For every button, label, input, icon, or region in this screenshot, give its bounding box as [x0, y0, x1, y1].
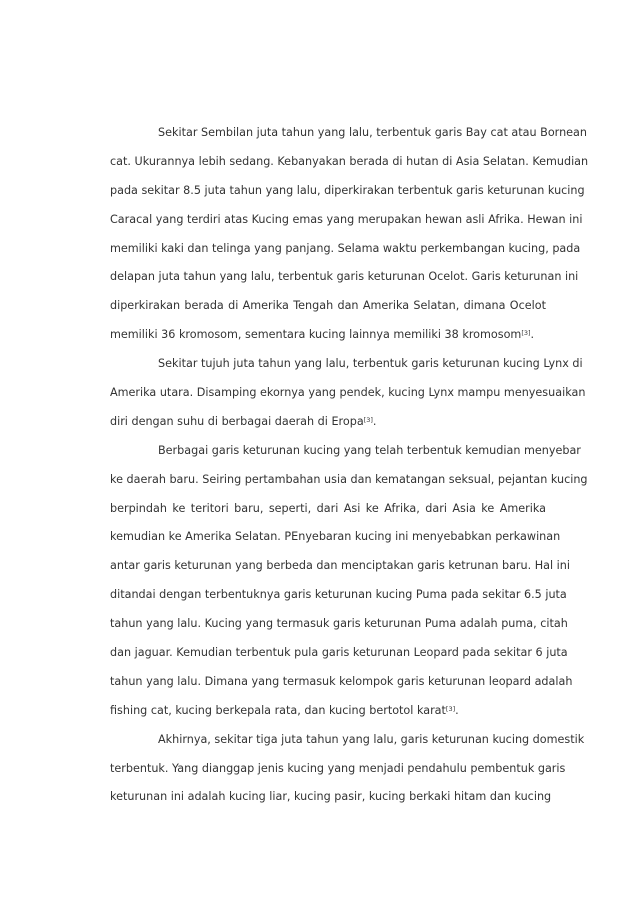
line-text: diri dengan suhu di berbagai daerah di Eropa — [110, 414, 364, 428]
text-line: Amerika utara. Disamping ekornya yang pendek, kucing Lynx mampu menyesuaikan — [110, 386, 586, 400]
text-line — [110, 697, 546, 726]
text-line: delapan juta tahun yang lalu, terbentuk garis keturunan Ocelot. Garis keturunan ini — [110, 270, 579, 284]
text-line: Sekitar Sembilan juta tahun yang lalu, terbentuk garis Bay cat atau Bornean — [158, 126, 587, 139]
text-line: dan jaguar. Kemudian terbentuk pula garis keturunan Leopard pada sekitar 6 juta — [110, 646, 568, 660]
text-line: tahun yang lalu. Kucing yang termasuk garis keturunan Puma adalah puma, citah — [110, 617, 568, 631]
text-line: pada sekitar 8.5 juta tahun yang lalu, diperkirakan terbentuk garis keturunan kucing — [110, 183, 585, 197]
text-line: kemudian ke Amerika Selatan. PEnyebaran kucing ini menyebabkan perkawinan — [110, 530, 561, 544]
text-line: Sekitar tujuh juta tahun yang lalu, terbentuk garis keturunan kucing Lynx di — [158, 357, 583, 371]
text-line: Akhirnya, sekitar tiga juta tahun yang lalu, garis keturunan kucing domestik — [158, 732, 585, 746]
line-text: memiliki 36 kromosom, sementara kucing lainnya memiliki 38 kromosom — [110, 328, 522, 342]
text-line: antar garis keturunan yang berbeda dan menciptakan garis ketrunan baru. Hal ini — [110, 559, 570, 573]
text-line: ditandai dengan terbentuknya garis keturunan kucing Puma pada sekitar 6.5 juta — [110, 588, 567, 602]
body-text — [110, 119, 589, 812]
text-line: memiliki kaki dan telinga yang panjang. Selama waktu perkembangan kucing, pada — [110, 241, 581, 255]
citation-ref: [3] — [521, 329, 531, 338]
text-line: Caracal yang terdiri atas Kucing emas yang merupakan hewan asli Afrika. Hewan ini — [110, 212, 583, 226]
text-line: keturunan ini adalah kucing liar, kucing pasir, kucing berkaki hitam dan kucing — [110, 790, 552, 804]
line-punctuation: . — [372, 414, 377, 428]
text-line — [110, 321, 546, 350]
text-line — [110, 408, 546, 437]
text-line: cat. Ukurannya lebih sedang. Kebanyakan berada di hutan di Asia Selatan. Kemudian — [110, 154, 589, 168]
line-punctuation: . — [530, 328, 535, 342]
text-line: tahun yang lalu. Dimana yang termasuk kelompok garis keturunan leopard adalah — [110, 674, 573, 688]
text-line: terbentuk. Yang dianggap jenis kucing yang menjadi pendahulu pembentuk garis — [110, 761, 566, 775]
citation-ref: [3] — [363, 415, 373, 424]
text-line: ke daerah baru. Seiring pertambahan usia dan kematangan seksual, pejantan kucing — [110, 472, 588, 486]
text-line: diperkirakan berada di Amerika Tengah dan Amerika Selatan, dimana Ocelot — [110, 299, 546, 313]
line-punctuation: . — [455, 703, 459, 717]
line-text: fishing cat, kucing berkepala rata, dan kucing bertotol karat — [110, 703, 446, 717]
text-line: Berbagai garis keturunan kucing yang telah terbentuk kemudian menyebar — [158, 443, 581, 457]
citation-ref: [3] — [445, 704, 456, 713]
text-line: berpindah ke teritori baru, seperti, dari Asi ke Afrika, dari Asia ke Amerika — [110, 501, 546, 515]
